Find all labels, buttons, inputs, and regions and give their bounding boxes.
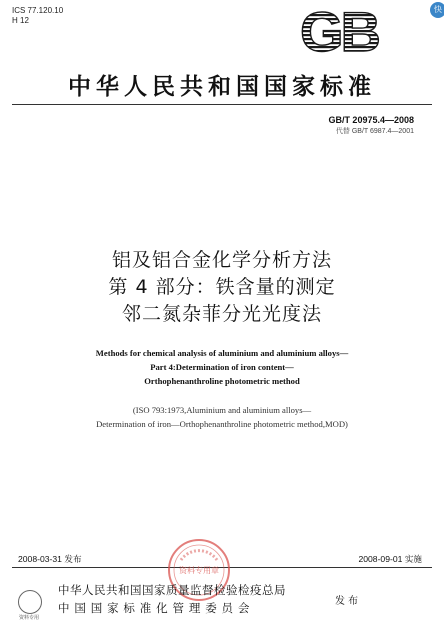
iso-reference-line2: Determination of iron—Orthophenanthroline photometric method,MOD): [96, 419, 348, 429]
publish-date: 2008-03-31 发布: [18, 554, 82, 564]
title-en-line2: Part 4:Determination of iron content—: [150, 362, 294, 372]
title-en-line1: Methods for chemical analysis of aluminium and aluminium alloys—: [95, 348, 349, 358]
ccs-code: H 12: [12, 16, 29, 25]
issuer-sac: 中 国 国 家 标 准 化 管 理 委 员 会: [58, 601, 251, 615]
standard-number: GB/T 20975.4—2008: [328, 115, 414, 125]
title-zh-line2: 第 4 部分：铁含量的测定: [108, 276, 336, 298]
title-zh-line3: 邻二氮杂菲分光光度法: [121, 303, 322, 325]
certification-mark-label: 资料专用: [18, 615, 39, 621]
ics-code: ICS 77.120.10: [12, 6, 64, 15]
title-zh-line1: 铝及铝合金化学分析方法: [111, 249, 332, 271]
title-en-line3: Orthophenanthroline photometric method: [144, 376, 300, 386]
national-standard-heading: 中华人民共和国国家标准: [68, 73, 376, 100]
gb-logo: [296, 6, 382, 56]
certification-mark-icon: [18, 590, 42, 614]
header-rule: [12, 104, 432, 105]
corner-badge[interactable]: 快: [430, 2, 444, 18]
issue-label: 发布: [335, 596, 361, 607]
iso-reference-line1: (ISO 793:1973,Aluminium and aluminium alloys—: [132, 405, 312, 415]
replaces-standard: 代替 GB/T 6987.4—2001: [335, 128, 414, 135]
svg-text:GB: GB: [300, 6, 378, 56]
implement-date: 2008-09-01 实施: [358, 554, 422, 564]
issuer-aqsiq: 中华人民共和国国家质量监督检验检疫总局: [58, 583, 286, 597]
svg-text:资料专用章: 资料专用章: [179, 566, 219, 575]
